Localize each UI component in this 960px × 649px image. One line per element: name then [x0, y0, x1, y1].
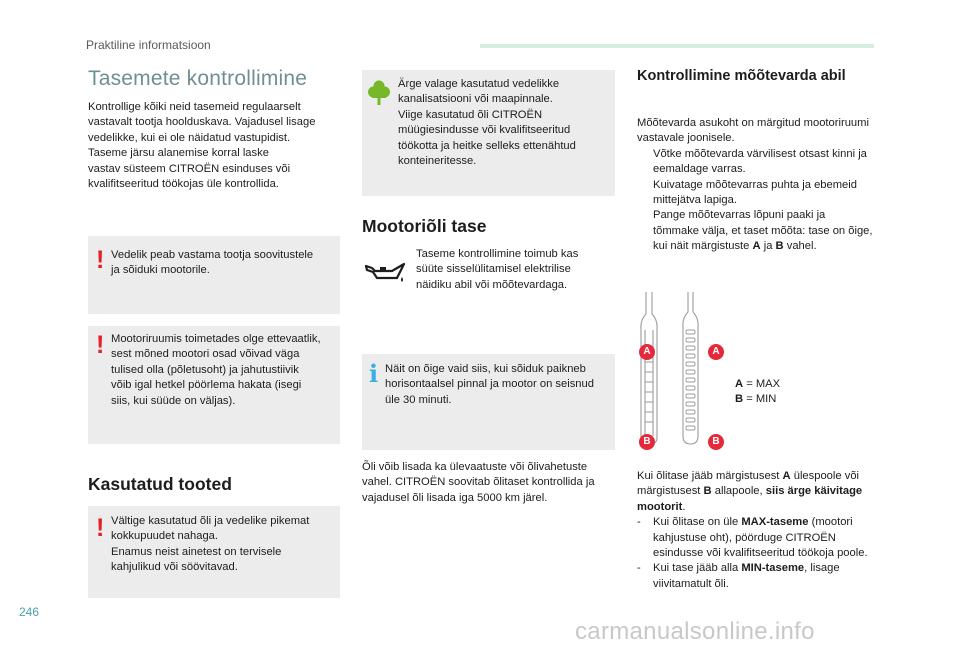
page-number: 246 [19, 605, 40, 619]
warning-icon: ! [96, 246, 105, 274]
eco-note: Ärge valage kasutatud vedelikke kanalisatsiooni või maapinnale. Viige kasutatud õli CITROËN müügiesindusse või kvalifitseeritud töökotta ja heitke selleks ettenähtud konteineritesse. [362, 70, 615, 196]
oil-can-icon [364, 258, 406, 286]
warning-note-engine: ! Mootoriruumis toimetades olge ettevaatlik, sest mõned mootori osad võivad väga tulised olla (põletusoht) ja jahutustiivik võib igal hetkel pöörlema hakata (isegi siis, kui süüde on väljas). [88, 326, 340, 444]
marker-b-right: B [708, 434, 724, 450]
watermark: carmanualsonline.info [575, 618, 815, 645]
list-item: - Kui tase jääb alla MIN-taseme, lisage viivitamatult õli. [637, 562, 840, 590]
info-icon: i [369, 359, 379, 388]
used-products-title: Kasutatud tooted [88, 474, 232, 494]
section-header: Praktiline informatsioon [86, 38, 211, 52]
list-item: - Kui õlitase on üle MAX-taseme (mootori kahjustuse oht), pöörduge CITROËN esindusse või kvalifitseeritud töökoja poole. [637, 516, 868, 560]
tree-icon [368, 80, 390, 106]
page-title: Tasemete kontrollimine [88, 67, 308, 90]
warning-icon: ! [96, 514, 105, 542]
dipstick-legend: A = MAX B = MIN [735, 378, 781, 406]
oil-level-outcome: Kui õlitase jääb märgistusest A ülespoole või märgistusest B allapoole, siis ärge käivitage mootorit. - Kui õlitase on üle MAX-taseme (mootori kahjustuse oht), pöörduge CITROËN esindusse või kvalifitseeritud töökoja poole. - Kui tase jääb alla MIN-taseme, lisage viivitamatult õli. [637, 469, 907, 592]
dipstick-section-title: Kontrollimine mõõtevarda abil [637, 68, 846, 84]
list-item: Võtke mõõtevarda värvilisest otsast kinni ja eemaldage varras. [653, 147, 867, 176]
warning-icon: ! [96, 331, 105, 359]
header-rule [480, 44, 874, 48]
list-item: Pange mõõtevarras lõpuni paaki ja tõmmake välja, et taset mõõta: tase on õige, kui näit märgistuste A ja B vahel. [653, 209, 873, 253]
marker-b-left: B [639, 434, 655, 450]
dipstick-instructions: Mõõtevarda asukoht on märgitud mootoriruumi vastavale joonisele. Võtke mõõtevarda värvilisest otsast kinni ja eemaldage varras. Kuivatage mõõtevarras puhta ja ebemeid mittejätva lapiga. Pange mõõtevarras lõpuni paaki ja tõmmake välja, et taset mõõta: tase on õige, kui näit märgistuste A ja B vahel. [637, 116, 907, 255]
oil-refill-paragraph: Õli võib lisada ka ülevaatuste või õlivahetuste vahel. CITROËN soovitab õlitaset kontrollida ja vajadusel õli lisada iga 5000 km järel. [362, 461, 595, 504]
marker-a-left: A [639, 344, 655, 360]
dipstick-illustration [636, 290, 726, 452]
engine-oil-title: Mootoriõli tase [362, 216, 487, 236]
intro-paragraph: Kontrollige kõiki neid tasemeid regulaarselt vastavalt tootja hoolduskava. Vajadusel lisage vedelikke, kui ei ole näidatud vastupidist. Taseme järsu alanemise korral laske vastav süsteem CITROËN esinduses või kvalifitseeritud töökojas üle kontrollida. [88, 101, 316, 191]
list-item: Kuivatage mõõtevarras puhta ja ebemeid mittejätva lapiga. [653, 178, 857, 207]
info-note: i Näit on õige vaid siis, kui sõiduk paikneb horisontaalsel pinnal ja mootor on seisnud üle 30 minuti. [362, 354, 615, 450]
oil-level-text: Taseme kontrollimine toimub kas süüte sisselülitamisel elektrilise näidiku abil või mõõtevardaga. [416, 248, 579, 291]
marker-a-right: A [708, 344, 724, 360]
warning-note-fluid: ! Vedelik peab vastama tootja soovitustele ja sõiduki mootorile. [88, 236, 340, 314]
warning-note-used-oil: ! Vältige kasutatud õli ja vedelike pikemat kokkupuudet nahaga. Enamus neist ainetest on tervisele kahjulikud või söövitavad. [88, 506, 340, 598]
